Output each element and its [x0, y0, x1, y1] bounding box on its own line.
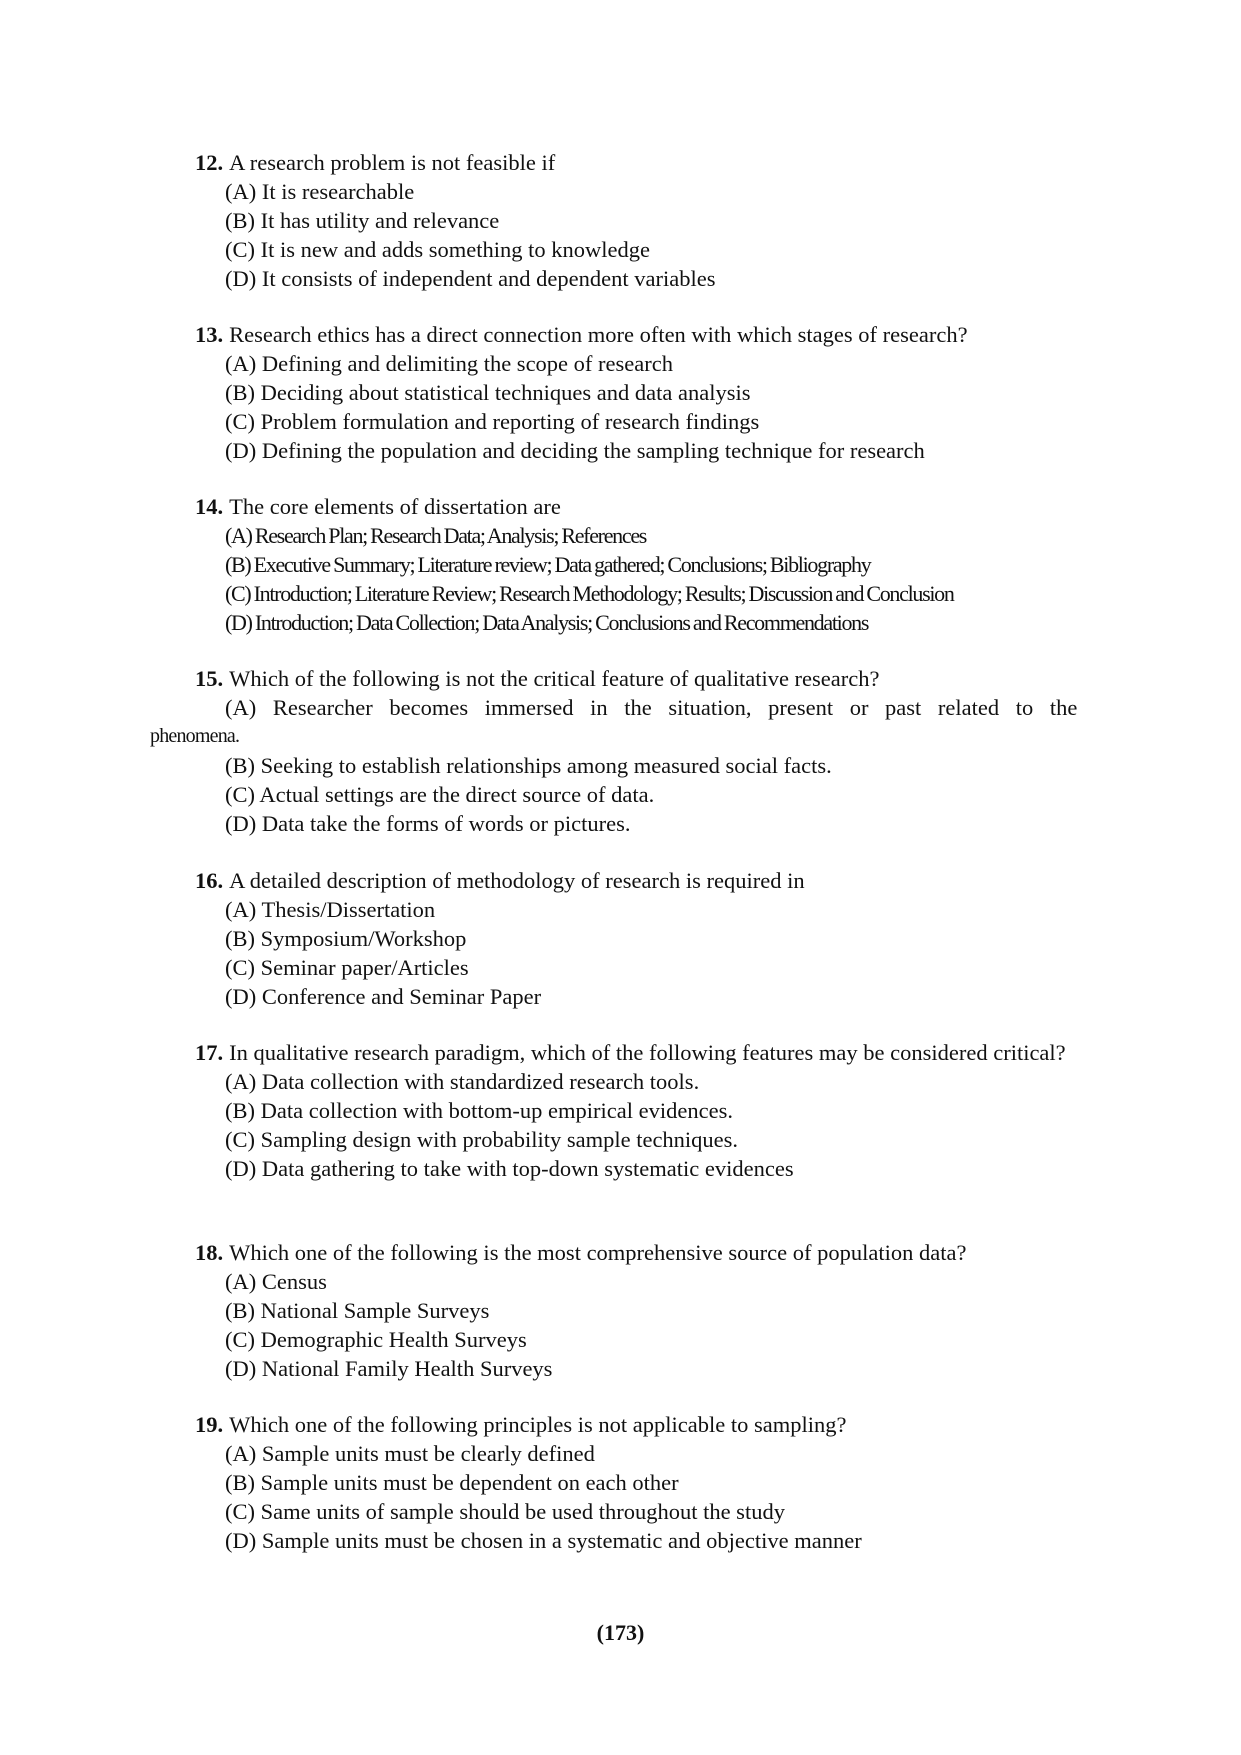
- option-c: (C) Demographic Health Surveys: [225, 1327, 527, 1352]
- question-text: Research ethics has a direct connection more often with which stages of research?: [229, 322, 968, 347]
- question-stem: [195, 866, 1095, 895]
- question-number: 17.: [195, 1040, 224, 1065]
- option-d: (D) Defining the population and deciding the sampling technique for research: [225, 438, 925, 463]
- option-a: (A) It is researchable: [225, 179, 415, 204]
- option-d: (D) Conference and Seminar Paper: [225, 984, 542, 1009]
- question-16: [195, 866, 1095, 1011]
- question-number: 19.: [195, 1412, 224, 1437]
- option-d: (D) It consists of independent and dependent variables: [225, 266, 716, 291]
- question-number: 14.: [195, 494, 224, 519]
- option-c: (C) Sampling design with probability sample techniques.: [225, 1127, 739, 1152]
- question-stem: [195, 1238, 1095, 1267]
- option-d: (D) Sample units must be chosen in a systematic and objective manner: [225, 1528, 862, 1553]
- question-number: 12.: [195, 150, 224, 175]
- question-stem: [195, 148, 1095, 177]
- option-d: (D) Data gathering to take with top-down systematic evidences: [225, 1156, 794, 1181]
- question-13: [195, 320, 1095, 465]
- question-stem: [195, 320, 1095, 349]
- question-stem: [195, 1038, 1127, 1067]
- question-stem: [195, 664, 1095, 693]
- option-a: (A) Thesis/Dissertation: [225, 897, 436, 922]
- option-c: (C) It is new and adds something to knowledge: [225, 237, 650, 262]
- page-number: (173): [596, 1620, 645, 1645]
- option-b: (B) It has utility and relevance: [225, 208, 500, 233]
- question-18: [195, 1238, 1095, 1383]
- question-number: 16.: [195, 868, 224, 893]
- question-text: In qualitative research paradigm, which of the following features may be considered critical?: [229, 1040, 1066, 1065]
- option-d: (D) Data take the forms of words or pictures.: [225, 811, 631, 836]
- option-c: (C) Introduction; Literature Review; Research Methodology; Results; Discussion and Conclusion: [225, 581, 954, 606]
- question-number: 18.: [195, 1240, 224, 1265]
- option-b: (B) Symposium/Workshop: [225, 926, 467, 951]
- option-c: (C) Same units of sample should be used throughout the study: [225, 1499, 785, 1524]
- option-b: (B) Seeking to establish relationships among measured social facts.: [225, 753, 832, 778]
- option-a: (A) Defining and delimiting the scope of research: [225, 351, 673, 376]
- option-a: (A) Researcher becomes immersed in the situation, present or past related to the: [225, 695, 1078, 720]
- option-c: (C) Seminar paper/Articles: [225, 955, 469, 980]
- option-b: (B) National Sample Surveys: [225, 1298, 490, 1323]
- question-stem: [195, 1410, 1095, 1439]
- question-text: A detailed description of methodology of research is required in: [229, 868, 805, 893]
- option-c: (C) Actual settings are the direct source of data.: [225, 782, 655, 807]
- question-stem: [195, 492, 1095, 521]
- question-number: 15.: [195, 666, 224, 691]
- option-d: (D) Introduction; Data Collection; Data Analysis; Conclusions and Recommendations: [225, 610, 869, 635]
- option-d: (D) National Family Health Surveys: [225, 1356, 553, 1381]
- option-a: (A) Sample units must be clearly defined: [225, 1441, 595, 1466]
- question-12: [195, 148, 1095, 293]
- option-b: (B) Data collection with bottom-up empirical evidences.: [225, 1098, 733, 1123]
- question-text: A research problem is not feasible if: [229, 150, 556, 175]
- question-17: [195, 1038, 1095, 1183]
- question-text: Which one of the following is the most comprehensive source of population data?: [229, 1240, 967, 1265]
- question-15: [150, 664, 1095, 838]
- question-14: [195, 492, 1095, 637]
- question-text: Which one of the following principles is not applicable to sampling?: [229, 1412, 847, 1437]
- option-c: (C) Problem formulation and reporting of research findings: [225, 409, 760, 434]
- option-a: (A) Data collection with standardized research tools.: [225, 1069, 700, 1094]
- question-19: [195, 1410, 1095, 1555]
- option-b: (B) Sample units must be dependent on each other: [225, 1470, 679, 1495]
- question-text: The core elements of dissertation are: [229, 494, 561, 519]
- option-a-continuation: phenomena.: [150, 725, 240, 747]
- option-a: (A) Research Plan; Research Data; Analysis; References: [225, 523, 647, 548]
- option-b: (B) Executive Summary; Literature review; Data gathered; Conclusions; Bibliography: [225, 552, 871, 577]
- option-a: (A) Census: [225, 1269, 327, 1294]
- question-text: Which of the following is not the critical feature of qualitative research?: [229, 666, 880, 691]
- question-number: 13.: [195, 322, 224, 347]
- option-b: (B) Deciding about statistical techniques and data analysis: [225, 380, 751, 405]
